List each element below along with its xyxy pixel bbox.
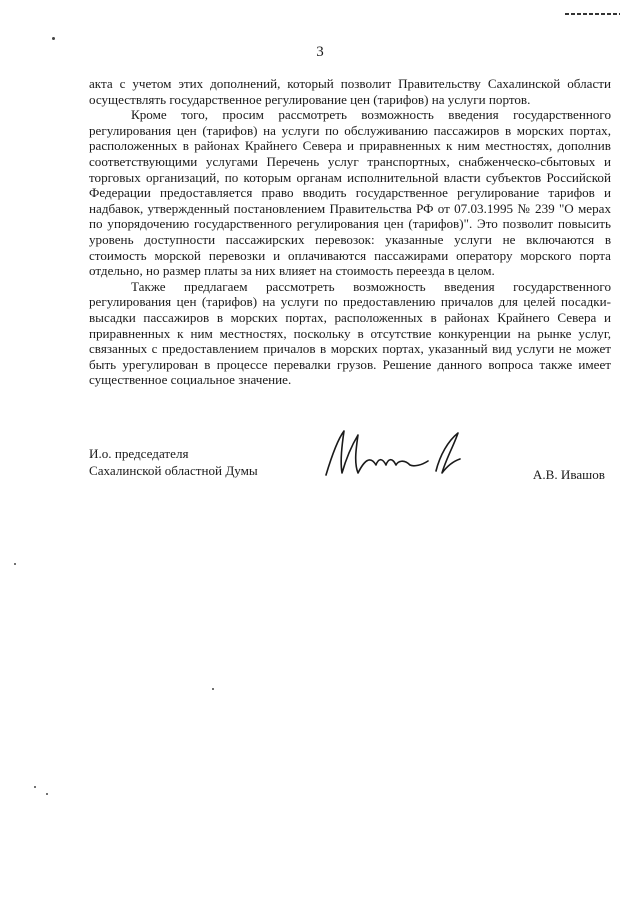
scan-speck <box>14 563 16 565</box>
top-dash-mark <box>565 13 620 15</box>
signatory-position-line2: Сахалинской областной Думы <box>89 463 258 478</box>
scan-speck <box>46 793 48 795</box>
scan-speck <box>212 688 214 690</box>
signatory-position <box>89 445 258 479</box>
signatory-position-line1: И.о. председателя <box>89 446 189 461</box>
paragraph-1: акта с учетом этих дополнений, который позволит Правительству Сахалинской области осуществлять государственное регулирование цен (тарифов) на услуги портов. <box>89 76 611 107</box>
handwritten-signature <box>318 425 478 490</box>
signatory-name: А.В. Ивашов <box>532 467 605 482</box>
page-number: 3 <box>316 44 324 60</box>
paragraph-3: Также предлагаем рассмотреть возможность введения государственного регулирования цен (тарифов) на услуги по предоставлению причалов для целей посадки-высадки пассажиров в морских портах, расположенных в районах Крайнего Севера и приравненных к ним местностях, поскольку в отсутствие конкуренции на рынке услуг, связанных с предоставлением причалов в морских портах, указанный вид услуги не может быть урегулирован в процессе перевалки грузов. Решение данного вопроса также имеет существенное социальное значение. <box>89 278 611 388</box>
scan-speck <box>34 786 36 788</box>
letter-body <box>89 76 611 388</box>
paragraph-2: Кроме того, просим рассмотреть возможность введения государственного регулирования цен (тарифов) на услуги по обслуживанию пассажиров в морских портах, расположенных в районах Крайнего Севера и приравненных к ним местностях, дополнив соответствующими услугами Перечень услуг транспортных, снабженческо-сбытовых и торговых организаций, по которым органам исполнительной власти субъектов Российской Федерации предоставляется право вводить государственное регулирование тарифов и надбавок, утвержденный постановлением Правительства РФ от 07.03.1995 № 239 "О мерах по упорядочению государственного регулирования цен (тарифов)". Это позволит повысить уровень доступности пассажирских перевозок: указанные услуги не включаются в стоимость морской перевозки и оплачиваются пассажирами оператору морского порта отдельно, но размер платы за них влияет на стоимость переезда в целом. <box>89 107 611 279</box>
scan-speck <box>52 37 55 40</box>
